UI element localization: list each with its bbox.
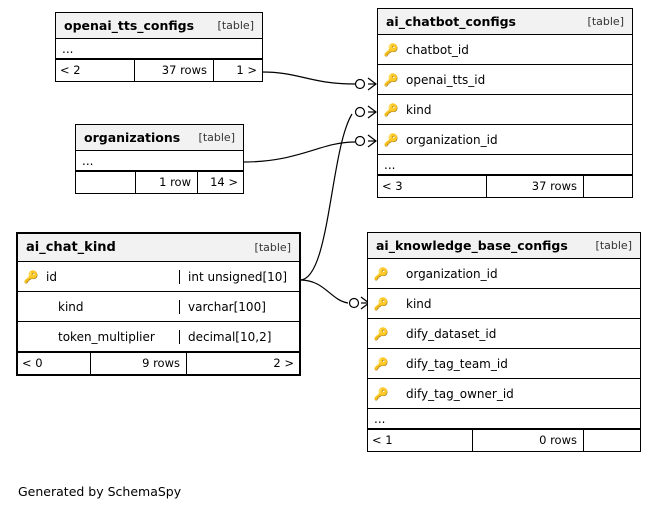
table-type-tag: [table]: [217, 19, 254, 32]
table-header: [378, 9, 632, 35]
table-row[interactable]: [378, 125, 632, 155]
table-row[interactable]: [378, 95, 632, 125]
table-footer: [378, 175, 632, 197]
footer-child-count[interactable]: 1 >: [236, 63, 257, 77]
table-name: organizations: [84, 130, 181, 145]
column-type: decimal[10,2]: [179, 330, 299, 344]
footer-row-count: 0 rows: [472, 430, 584, 451]
column-name: openai_tts_id: [406, 72, 486, 87]
table-row[interactable]: [368, 379, 640, 409]
column-name: organization_id: [406, 266, 498, 281]
table-footer: [56, 59, 262, 81]
footer-child-count[interactable]: 14 >: [210, 175, 238, 189]
foreign-key-icon: 🔑: [373, 326, 389, 341]
table-type-tag: [table]: [254, 241, 291, 254]
foreign-key-icon: 🔑: [373, 356, 389, 371]
primary-key-icon: 🔑: [383, 42, 399, 57]
table-footer: [18, 352, 299, 374]
foreign-key-icon: 🔑: [383, 72, 399, 87]
footer-child-count[interactable]: 2 >: [273, 356, 294, 370]
footer-row-count: 37 rows: [486, 176, 584, 197]
column-type: varchar[100]: [179, 300, 299, 314]
column-name: id: [46, 269, 57, 284]
table-row[interactable]: [368, 319, 640, 349]
table-header: [368, 233, 640, 259]
table-header: [18, 234, 299, 262]
table-type-tag: [table]: [587, 15, 624, 28]
columns-ellipsis: ...: [56, 39, 262, 59]
column-name: dify_tag_team_id: [406, 356, 508, 371]
table-header: [76, 125, 243, 151]
table-row[interactable]: [378, 35, 632, 65]
columns-ellipsis: ...: [378, 155, 632, 175]
footer-parent-count[interactable]: < 2: [60, 63, 81, 77]
footer-child-count[interactable]: [584, 176, 632, 197]
columns-ellipsis: ...: [368, 409, 640, 429]
table-row[interactable]: [18, 322, 299, 352]
footer-parent-count[interactable]: < 0: [22, 356, 43, 370]
primary-key-icon: 🔑: [373, 266, 389, 281]
column-name: kind: [58, 299, 84, 314]
column-name: organization_id: [406, 132, 498, 147]
table-name: openai_tts_configs: [64, 18, 195, 33]
column-name: chatbot_id: [406, 42, 469, 57]
column-name: dify_dataset_id: [406, 326, 497, 341]
table-name: ai_chat_kind: [26, 240, 116, 255]
foreign-key-icon: 🔑: [373, 386, 389, 401]
column-name: token_multiplier: [58, 329, 155, 344]
table-row[interactable]: [18, 262, 299, 292]
table-header: [56, 13, 262, 39]
table-type-tag: [table]: [595, 239, 632, 252]
footer-row-count: 9 rows: [90, 353, 187, 374]
table-row[interactable]: [368, 349, 640, 379]
table-type-tag: [table]: [198, 131, 235, 144]
table-organizations[interactable]: [75, 124, 244, 194]
table-ai-chatbot-configs[interactable]: [377, 8, 633, 198]
table-ai-chat-kind[interactable]: [16, 232, 301, 376]
foreign-key-icon: 🔑: [383, 102, 399, 117]
footer-parent-count[interactable]: < 1: [372, 433, 393, 447]
footer-row-count: 37 rows: [134, 60, 214, 81]
diagram-caption: Generated by SchemaSpy: [18, 484, 182, 499]
table-name: ai_knowledge_base_configs: [376, 238, 568, 253]
column-name: dify_tag_owner_id: [406, 386, 514, 401]
table-row[interactable]: [368, 289, 640, 319]
table-openai-tts-configs[interactable]: [55, 12, 263, 82]
footer-row-count: 1 row: [135, 172, 198, 193]
primary-key-icon: 🔑: [373, 296, 389, 311]
columns-ellipsis: ...: [76, 151, 243, 171]
table-ai-knowledge-base-configs[interactable]: [367, 232, 641, 452]
column-name: kind: [406, 102, 432, 117]
primary-key-icon: 🔑: [23, 269, 39, 284]
table-row[interactable]: [378, 65, 632, 95]
table-name: ai_chatbot_configs: [386, 14, 516, 29]
table-footer: [76, 171, 243, 193]
footer-child-count[interactable]: [584, 430, 640, 451]
foreign-key-icon: 🔑: [383, 132, 399, 147]
table-row[interactable]: [368, 259, 640, 289]
table-footer: [368, 429, 640, 451]
column-type: int unsigned[10]: [179, 270, 299, 284]
table-row[interactable]: [18, 292, 299, 322]
footer-parent-count[interactable]: [76, 172, 135, 193]
footer-parent-count[interactable]: < 3: [382, 179, 403, 193]
column-name: kind: [406, 296, 432, 311]
